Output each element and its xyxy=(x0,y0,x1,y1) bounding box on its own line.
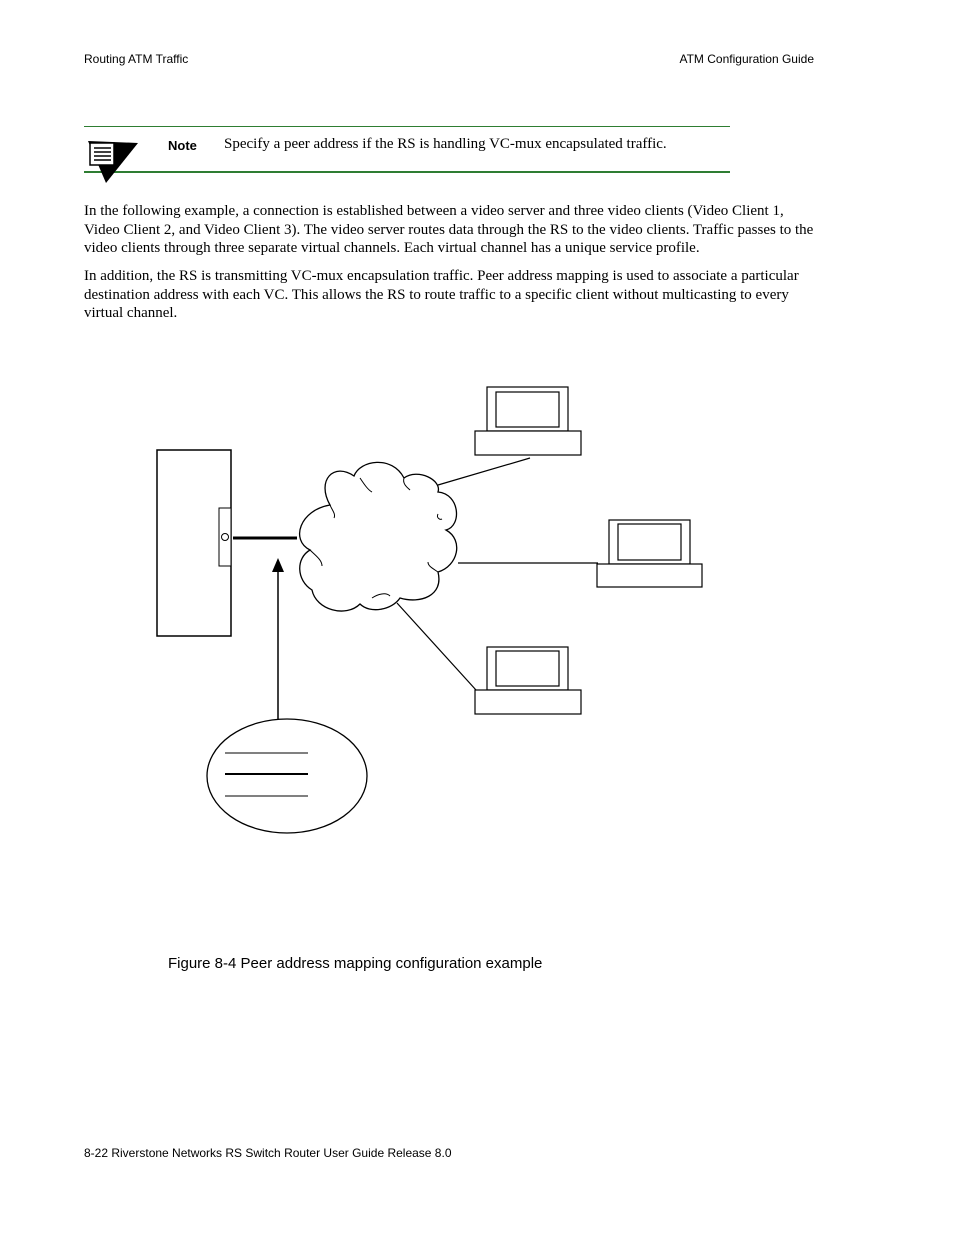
note-text: Specify a peer address if the RS is handling VC-mux encapsulated traffic. xyxy=(224,136,667,152)
body-paragraph-1: In the following example, a connection is established between a video server and three video clients (Video Client 1, Video Client 2, and Video Client 3). The video server routes data through the RS to the video clients. Traffic passes to the video clients through three separate virtual channels. Each virtual channel has a unique service profile. xyxy=(84,203,814,256)
header-section-title: Routing ATM Traffic xyxy=(84,52,189,66)
page-footer: 8-22 Riverstone Networks RS Switch Router User Guide Release 8.0 xyxy=(84,1146,452,1160)
figure-caption: Figure 8-4 Peer address mapping configuration example xyxy=(168,955,543,972)
video-client-1-computer xyxy=(475,387,581,455)
video-server-box xyxy=(157,450,231,636)
client3-link-line xyxy=(397,603,476,690)
video-client-2-computer xyxy=(597,520,702,587)
pointer-arrow xyxy=(272,558,284,720)
client1-link-line xyxy=(438,458,530,485)
note-label: Note xyxy=(168,138,197,153)
body-paragraph-2: In addition, the RS is transmitting VC-mux encapsulation traffic. Peer address mapping is used to associate a particular destination address with each VC. This allows the RS to route traffic to a specific client without multicasting to every virtual channel. xyxy=(84,268,799,321)
atm-cloud xyxy=(300,462,457,611)
callout-ellipse xyxy=(207,719,367,833)
header-guide-title: ATM Configuration Guide xyxy=(679,52,814,66)
video-client-3-computer xyxy=(475,647,581,714)
